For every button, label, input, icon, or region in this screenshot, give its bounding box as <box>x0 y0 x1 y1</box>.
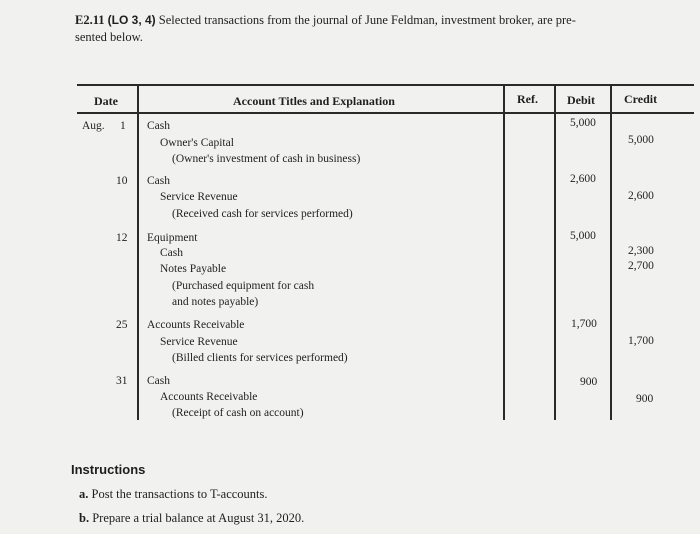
col-rule-date <box>137 85 139 420</box>
entry-day: 25 <box>116 319 128 331</box>
debit-account: Cash <box>147 175 170 187</box>
header-debit: Debit <box>567 93 595 107</box>
entry-explanation: (Receipt of cash on account) <box>172 407 304 419</box>
entry-day: 12 <box>116 232 128 244</box>
col-rule-debit <box>610 85 612 420</box>
credit-account: Service Revenue <box>160 336 238 348</box>
debit-account: Cash <box>147 375 170 387</box>
credit-account: Owner's Capital <box>160 137 234 149</box>
debit-amount: 900 <box>580 376 598 388</box>
debit-amount: 1,700 <box>571 318 597 330</box>
entry-explanation: (Received cash for services performed) <box>172 208 353 220</box>
credit-amount: 2,600 <box>628 190 654 202</box>
entry-day: 10 <box>116 175 128 187</box>
credit-amount: 2,700 <box>628 260 654 272</box>
debit-amount: 2,600 <box>570 173 596 185</box>
debit-account: Cash <box>147 120 170 132</box>
credit-amount: 2,300 <box>628 245 654 257</box>
exercise-number: E2.11 <box>75 13 105 27</box>
credit-account: Service Revenue <box>160 191 238 203</box>
entry-day: 1 <box>120 120 126 132</box>
entry-month: Aug. <box>82 120 105 132</box>
col-rule-ref-right <box>554 85 556 420</box>
header-ref: Ref. <box>517 92 538 106</box>
credit-amount: 900 <box>636 393 654 405</box>
debit-amount: 5,000 <box>570 117 596 129</box>
table-header-rule <box>77 112 694 114</box>
instruction-text: Post the transactions to T-accounts. <box>91 487 268 501</box>
entry-explanation: (Billed clients for services performed) <box>172 352 348 364</box>
col-rule-ref-left <box>503 85 505 420</box>
debit-account: Equipment <box>147 232 198 244</box>
debit-account: Accounts Receivable <box>147 319 245 331</box>
credit-account: Notes Payable <box>160 263 227 275</box>
credit-amount: 1,700 <box>628 335 654 347</box>
entry-explanation: (Purchased equipment for cash <box>172 280 315 292</box>
entry-explanation: (Owner's investment of cash in business) <box>172 153 361 165</box>
header-credit: Credit <box>624 92 658 106</box>
instruction-item <box>79 487 268 502</box>
table-top-rule <box>77 84 694 86</box>
debit-amount: 5,000 <box>570 230 596 242</box>
instructions-heading: Instructions <box>71 462 146 477</box>
header-account-titles: Account Titles and Explanation <box>233 94 395 108</box>
credit-amount: 5,000 <box>628 134 654 146</box>
instruction-label: b. <box>79 511 90 525</box>
credit-account: Accounts Receivable <box>160 391 258 403</box>
instruction-item <box>79 511 304 526</box>
exercise-text-1: Selected transactions from the journal of June Feldman, investment broker, are pre- <box>158 13 576 27</box>
learning-objectives: (LO 3, 4) <box>107 13 156 27</box>
exercise-text-2: sented below. <box>75 30 143 44</box>
credit-account: Cash <box>160 247 183 259</box>
header-date: Date <box>94 94 118 108</box>
entry-day: 31 <box>116 375 128 387</box>
instruction-text: Prepare a trial balance at August 31, 2020. <box>92 511 305 525</box>
entry-explanation: and notes payable) <box>172 296 259 308</box>
instruction-label: a. <box>79 487 89 501</box>
